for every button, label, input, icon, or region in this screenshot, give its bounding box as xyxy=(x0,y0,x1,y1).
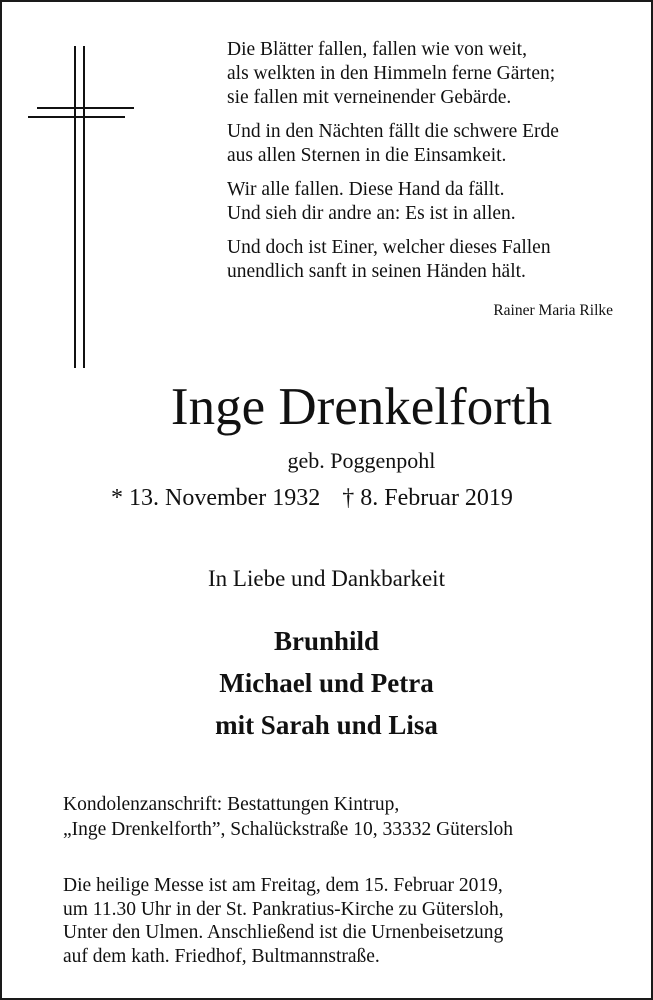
condolence-line: „Inge Drenkelforth”, Schalückstraße 10, 33332 Gütersloh xyxy=(63,819,513,840)
poem-stanza xyxy=(227,178,637,226)
mourner-name: Brunhild xyxy=(273,626,380,656)
poem-stanza xyxy=(227,236,637,284)
mourner-name: Michael und Petra xyxy=(219,668,434,698)
poem-stanza xyxy=(227,38,637,110)
condolence-line: Kondolenzanschrift: Bestattungen Kintrup, xyxy=(63,794,400,815)
mass-info xyxy=(63,874,504,968)
poem-line: Und doch ist Einer, welcher dieses Fallen xyxy=(227,237,551,258)
deceased-name: Inge Drenkelforth xyxy=(170,378,553,436)
birth-date: * 13. November 1932 xyxy=(111,485,321,511)
life-dates xyxy=(111,485,513,512)
poem-line: sie fallen mit verneinender Gebärde. xyxy=(227,87,512,108)
death-date: † 8. Februar 2019 xyxy=(342,485,513,511)
cross-horizontal-line xyxy=(37,107,134,109)
poem-line: unendlich sanft in seinen Händen hält. xyxy=(227,261,526,282)
mass-line: Die heilige Messe ist am Freitag, dem 15. Februar 2019, xyxy=(63,875,503,896)
poem-line: Und sieh dir andre an: Es ist in allen. xyxy=(227,203,516,224)
poem xyxy=(227,38,637,294)
poem-stanza xyxy=(227,120,637,168)
mourner-name: mit Sarah und Lisa xyxy=(215,710,438,740)
cross-vertical-line xyxy=(74,46,76,368)
cross-vertical-line xyxy=(83,46,85,368)
maiden-name: geb. Poggenpohl xyxy=(287,448,436,473)
poem-line: Und in den Nächten fällt die schwere Erde xyxy=(227,121,559,142)
mourners-intro: In Liebe und Dankbarkeit xyxy=(208,566,445,591)
poem-line: Wir alle fallen. Diese Hand da fällt. xyxy=(227,179,505,200)
poem-author: Rainer Maria Rilke xyxy=(493,302,613,319)
mourners-list xyxy=(2,620,651,746)
poem-line: als welkten in den Himmeln ferne Gärten; xyxy=(227,63,556,84)
cross-horizontal-line xyxy=(28,116,125,118)
mass-line: um 11.30 Uhr in der St. Pankratius-Kirche zu Gütersloh, xyxy=(63,898,504,920)
poem-line: Die Blätter fallen, fallen wie von weit, xyxy=(227,39,527,60)
mass-line: Unter den Ulmen. Anschließend ist die Urnenbeisetzung xyxy=(63,922,504,943)
condolence-address xyxy=(63,792,513,842)
poem-line: aus allen Sternen in die Einsamkeit. xyxy=(227,145,507,166)
mass-line: auf dem kath. Friedhof, Bultmannstraße. xyxy=(63,945,380,967)
